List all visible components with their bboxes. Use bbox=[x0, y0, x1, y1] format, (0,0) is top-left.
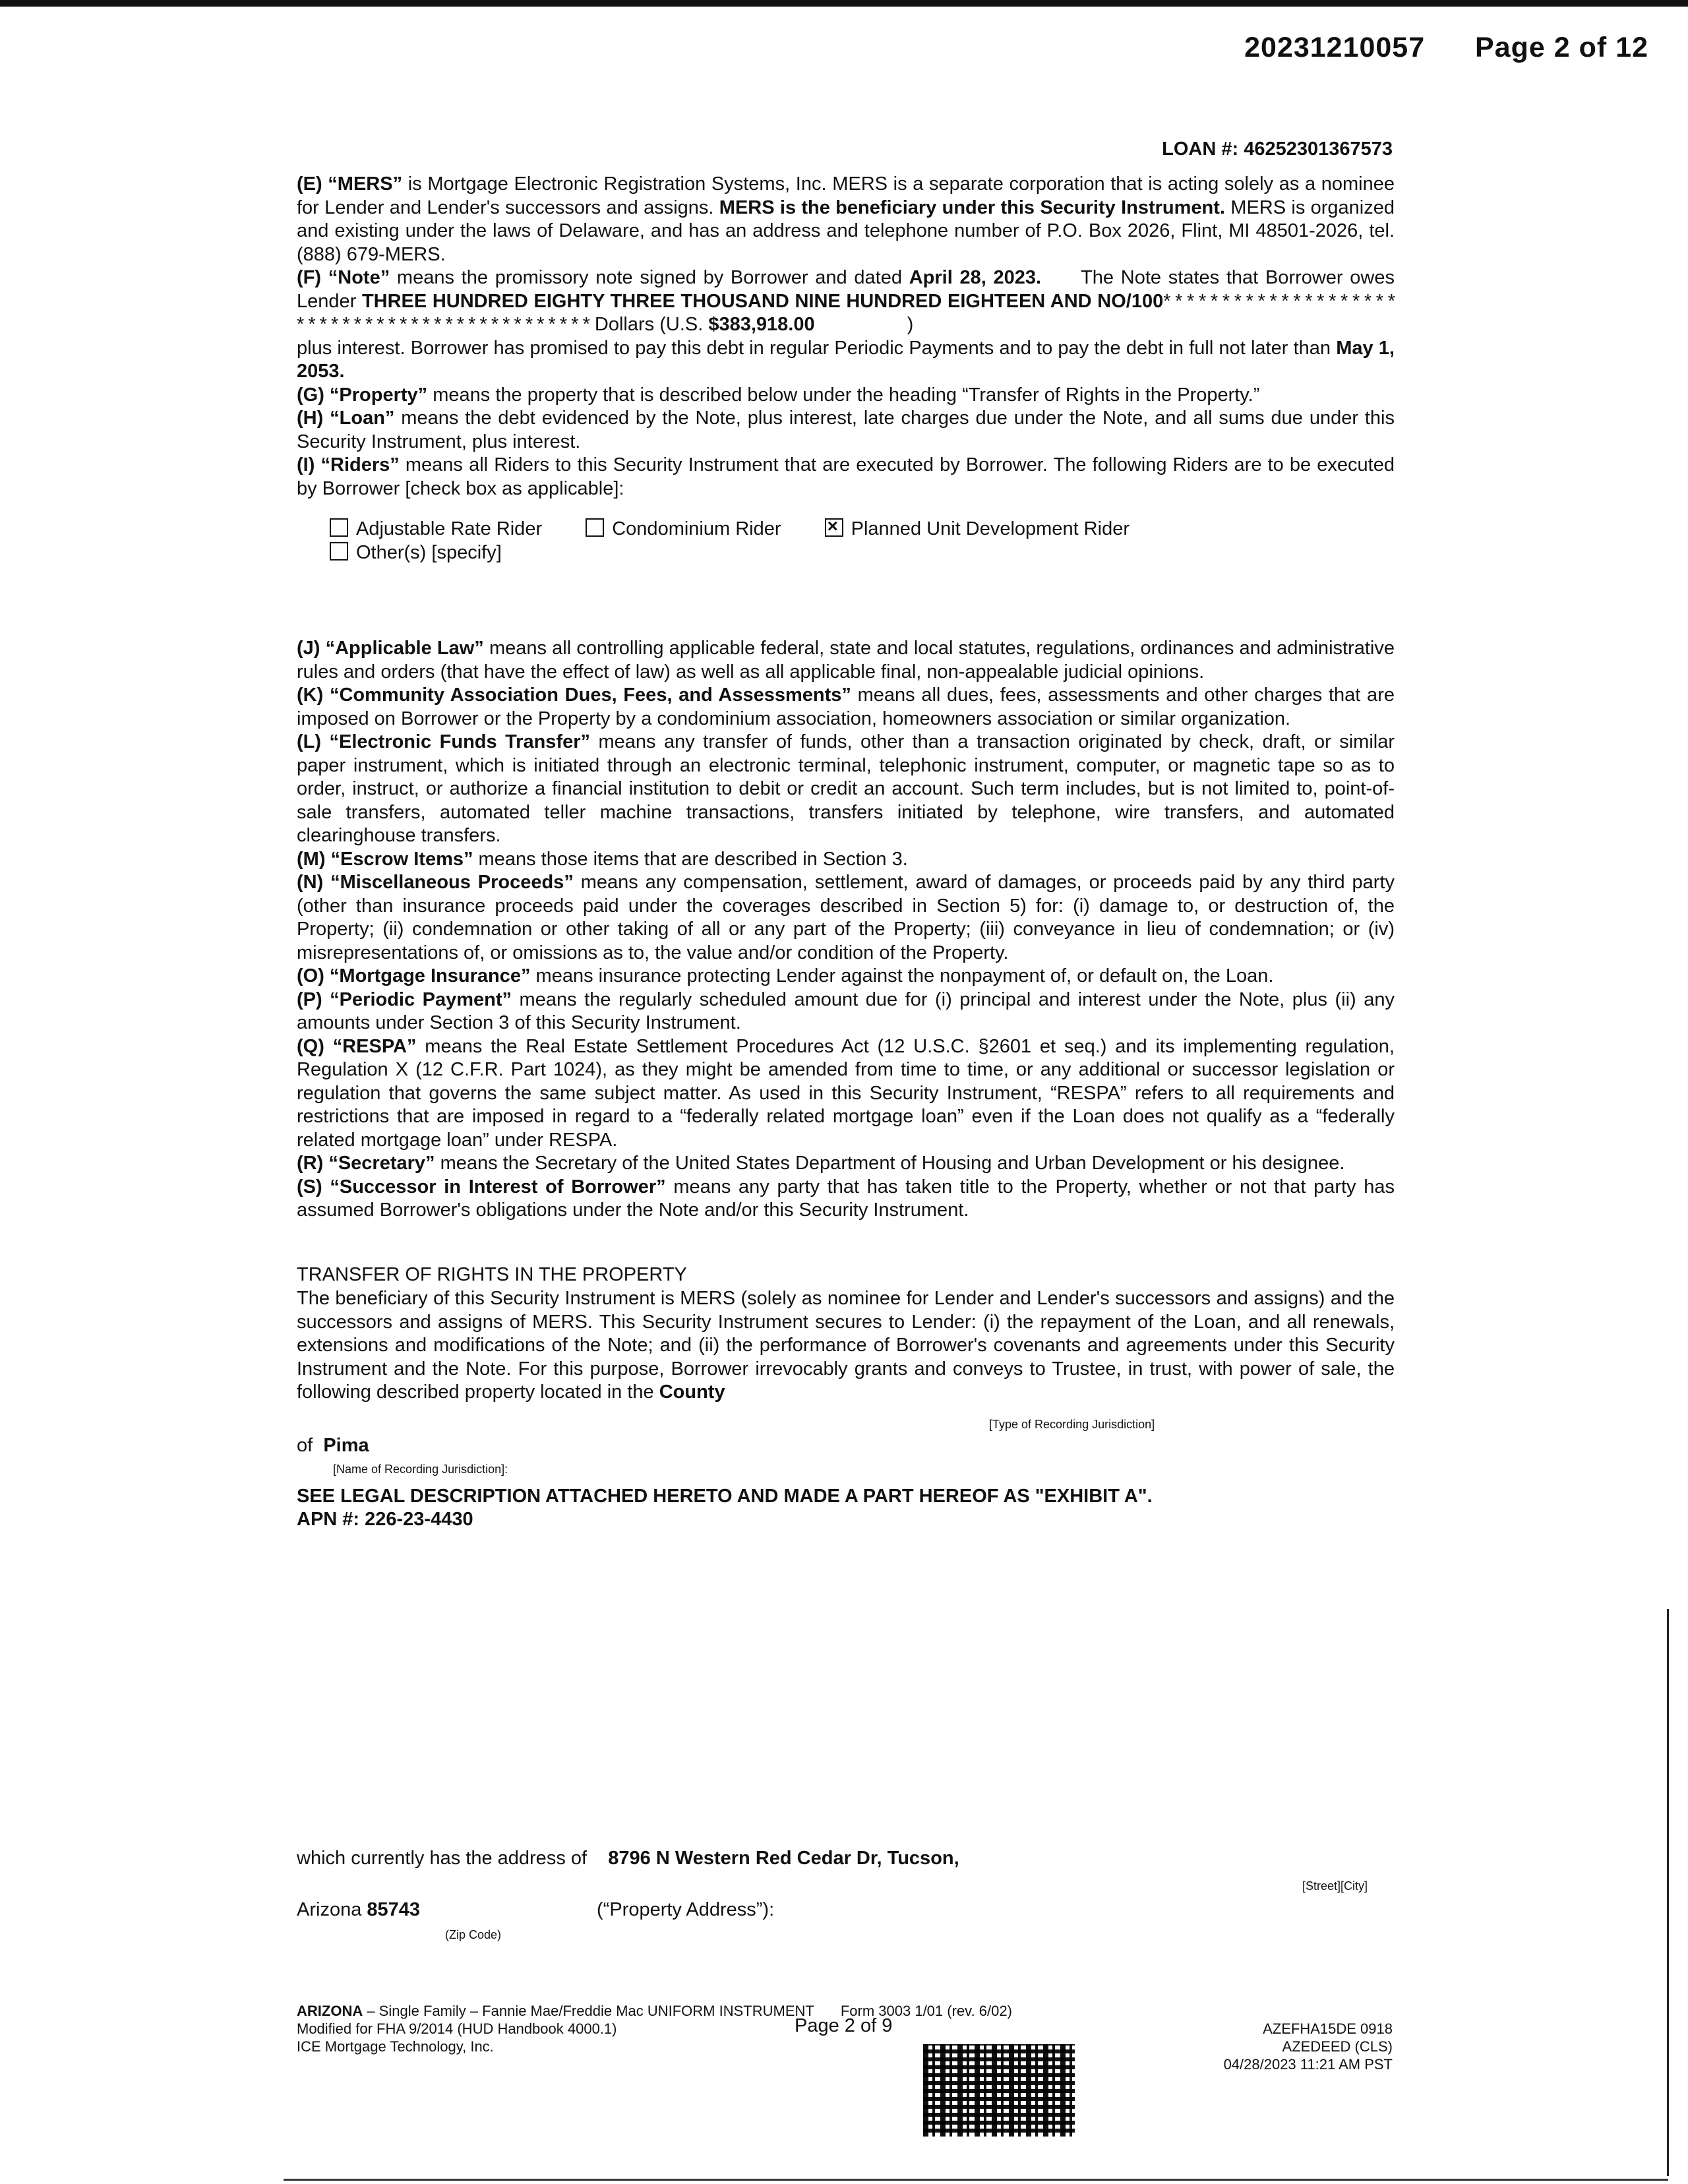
section-g-label: (G) “Property” bbox=[297, 384, 428, 406]
loan-amount: $383,918.00 bbox=[708, 314, 815, 335]
jurisdiction-caption: [Name of Recording Jurisdiction]: bbox=[333, 1463, 508, 1476]
jurisdiction-type-caption: [Type of Recording Jurisdiction] bbox=[989, 1418, 1155, 1431]
document-number: 20231210057 bbox=[1244, 32, 1426, 63]
footer-right bbox=[1224, 2020, 1393, 2073]
section-r-text: means the Secretary of the United States Department of Housing and Urban Development or his designee. bbox=[435, 1153, 1345, 1174]
section-o-label: (O) “Mortgage Insurance” bbox=[297, 965, 531, 986]
jurisdiction-name: Pima bbox=[323, 1435, 369, 1456]
jurisdiction-type: County bbox=[659, 1381, 725, 1403]
section-g-text: means the property that is described below under the heading “Transfer of Rights in the Property.” bbox=[427, 384, 1260, 406]
section-m bbox=[297, 848, 1395, 872]
section-m-label: (M) “Escrow Items” bbox=[297, 848, 473, 870]
section-f-text3: plus interest. Borrower has promised to pay this debt in regular Periodic Payments and to pay the debt in full not later than bbox=[297, 337, 1337, 359]
scan-right-edge bbox=[1667, 1609, 1669, 2176]
section-s-label: (S) “Successor in Interest of Borrower” bbox=[297, 1176, 666, 1198]
transfer-heading: TRANSFER OF RIGHTS IN THE PROPERTY bbox=[297, 1264, 687, 1285]
section-j-text: means all controlling applicable federal, state and local statutes, regulations, ordinances and administrative rules and orders (that have the effect of law) as well as all applicable final, non-appealable judicial opinions. bbox=[297, 638, 1395, 682]
address-lead: which currently has the address of bbox=[297, 1848, 588, 1869]
section-p-label: (P) “Periodic Payment” bbox=[297, 988, 512, 1010]
state-name: Arizona bbox=[297, 1899, 362, 1920]
transfer-paragraph bbox=[297, 1287, 1395, 1405]
street-city-caption: [Street][City] bbox=[1302, 1879, 1368, 1893]
other-riders-checkbox[interactable] bbox=[330, 542, 348, 561]
page-number: Page 2 of 12 bbox=[1475, 32, 1648, 63]
section-e-text2: MERS is organized and existing under the laws of Delaware, and has an address and telephone number of P.O. Box 2026, Flint, MI 48501-2026, tel. (888) 679-MERS. bbox=[297, 197, 1395, 265]
jurisdiction-line bbox=[297, 1435, 369, 1457]
section-n-label: (N) “Miscellaneous Proceeds” bbox=[297, 872, 574, 893]
amount-stars: * * * * * * * * * * * * * * * * * * * * * * * * * * * * * * * * * * * * * * * * * * * * * * bbox=[297, 290, 1395, 335]
footer-line-3: ICE Mortgage Technology, Inc. bbox=[297, 2038, 494, 2055]
section-i-text: means all Riders to this Security Instrument that are executed by Borrower. The following Riders are to be executed by Borrower [check box as applicable]: bbox=[297, 454, 1395, 499]
condominium-label: Condominium Rider bbox=[612, 518, 781, 539]
street-city: 8796 N Western Red Cedar Dr, Tucson, bbox=[608, 1848, 959, 1869]
section-s bbox=[297, 1176, 1395, 1223]
scan-bottom-edge bbox=[284, 2179, 1668, 2181]
footer-instrument: – Single Family – Fannie Mae/Freddie Mac UNIFORM INSTRUMENT bbox=[363, 2003, 814, 2019]
recording-header bbox=[1244, 32, 1648, 64]
section-l-text: means any transfer of funds, other than a transaction originated by check, draft, or similar paper instrument, which is initiated through an electronic terminal, telephonic instrument, computer, or magnetic tape so as to order, instruct, or authorize a financial institution to debit or credit an account. Such term includes, but is not limited to, point-of-sale transfers, automated teller machine transactions, transfers initiated by telephone, wire transfers, and automated clearinghouse transfers. bbox=[297, 731, 1395, 846]
section-e-label: (E) “MERS” bbox=[297, 173, 403, 195]
section-h bbox=[297, 407, 1395, 454]
section-q bbox=[297, 1035, 1395, 1153]
section-j bbox=[297, 637, 1395, 684]
section-q-label: (Q) “RESPA” bbox=[297, 1035, 417, 1057]
barcode-icon bbox=[923, 2044, 1075, 2137]
pud-label: Planned Unit Development Rider bbox=[851, 518, 1130, 539]
section-f bbox=[297, 266, 1395, 337]
adjustable-rate-label: Adjustable Rate Rider bbox=[356, 518, 543, 539]
footer-code-2: AZEDEED (CLS) bbox=[1282, 2038, 1393, 2055]
section-k-label: (K) “Community Association Dues, Fees, and Assessments” bbox=[297, 684, 851, 706]
section-s-text: means any party that has taken title to the Property, whether or not that party has assumed Borrower's obligations under the Note and/or this Security Instrument. bbox=[297, 1176, 1395, 1221]
footer-state: ARIZONA bbox=[297, 2003, 363, 2019]
legal-description-text: SEE LEGAL DESCRIPTION ATTACHED HERETO AND MADE A PART HEREOF AS "EXHIBIT A". bbox=[297, 1486, 1153, 1507]
zip-code: 85743 bbox=[367, 1899, 421, 1920]
other-riders-label: Other(s) [specify] bbox=[356, 542, 502, 563]
section-p-text: means the regularly scheduled amount due for (i) principal and interest under the Note, plus (ii) any amounts under Section 3 of this Security Instrument. bbox=[297, 988, 1395, 1033]
footer-line-2: Modified for FHA 9/2014 (HUD Handbook 4000.1) bbox=[297, 2020, 617, 2037]
section-f-text2: The Note states that Borrower owes Lender bbox=[297, 267, 1395, 312]
section-n bbox=[297, 871, 1395, 965]
note-date: April 28, 2023. bbox=[909, 267, 1042, 288]
condominium-checkbox[interactable] bbox=[586, 518, 604, 537]
section-q-text: means the Real Estate Settlement Procedures Act (12 U.S.C. §2601 et seq.) and its implementing regulation, Regulation X (12 C.F.R. Part 1024), as they might be amended from time to time, or any additional or successor legislation or regulation that governs the same subject matter. As used in this Security Instrument, “RESPA” refers to all requirements and restrictions that are imposed in regard to a “federally related mortgage loan” even if the Loan does not qualify as a “federally related mortgage loan” under RESPA. bbox=[297, 1035, 1395, 1151]
section-n-text: means any compensation, settlement, award of damages, or proceeds paid by any third party (other than insurance proceeds paid under the coverages described in Section 5) for: (i) damage to, or destruction of, the Property; (ii) condemnation or other taking of all or any part of the Property; (iii) conveyance in lieu of condemnation; or (iv) misrepresentations of, or omissions as to, the value and/or condition of the Property. bbox=[297, 872, 1395, 963]
pud-checkbox[interactable] bbox=[825, 518, 843, 537]
section-i-label: (I) “Riders” bbox=[297, 454, 400, 475]
riders-checkboxes bbox=[330, 517, 1130, 564]
of-label: of bbox=[297, 1435, 313, 1456]
section-h-text: means the debt evidenced by the Note, plus interest, late charges due under the Note, and all sums due under this Security Instrument, plus interest. bbox=[297, 408, 1395, 452]
section-o bbox=[297, 965, 1395, 988]
definitions-block-1 bbox=[297, 173, 1395, 501]
footer-form: Form 3003 1/01 (rev. 6/02) bbox=[840, 2003, 1012, 2019]
section-i bbox=[297, 454, 1395, 501]
definitions-block-2 bbox=[297, 637, 1395, 1223]
state-zip-line bbox=[297, 1899, 420, 1921]
section-e bbox=[297, 173, 1395, 266]
section-g bbox=[297, 384, 1395, 408]
footer-line-1 bbox=[297, 2002, 1012, 2020]
section-f-label: (F) “Note” bbox=[297, 267, 390, 288]
section-j-label: (J) “Applicable Law” bbox=[297, 638, 484, 659]
section-f-cont bbox=[297, 337, 1395, 384]
section-m-text: means those items that are described in Section 3. bbox=[473, 848, 908, 870]
scan-top-border bbox=[0, 0, 1688, 7]
section-f-text: means the promissory note signed by Borrower and dated bbox=[390, 267, 909, 288]
maturity-date: May 1, 2053. bbox=[297, 337, 1395, 382]
section-k bbox=[297, 684, 1395, 731]
transfer-text: The beneficiary of this Security Instrument is MERS (solely as nominee for Lender and Lender's successors and assigns) and the successors and assigns of MERS. This Security Instrument secures to Lender: (i) the repayment of the Loan, and all renewals, extensions and modifications of the Note; and (ii) the performance of Borrower's covenants and agreements under this Security Instrument and the Note. For this purpose, Borrower irrevocably grants and conveys to Trustee, in trust, with power of sale, the following described property located in the bbox=[297, 1288, 1395, 1403]
property-address-label: (“Property Address”): bbox=[597, 1899, 775, 1920]
footer-page: Page 2 of 9 bbox=[795, 2015, 893, 2036]
section-r bbox=[297, 1152, 1395, 1176]
loan-number: LOAN #: 46252301367573 bbox=[1162, 138, 1393, 160]
riders-row-2 bbox=[330, 541, 1130, 564]
adjustable-rate-checkbox[interactable] bbox=[330, 518, 348, 537]
section-r-label: (R) “Secretary” bbox=[297, 1153, 435, 1174]
zip-caption: (Zip Code) bbox=[445, 1928, 502, 1941]
amount-words: THREE HUNDRED EIGHTY THREE THOUSAND NINE HUNDRED EIGHTEEN AND NO/100 bbox=[361, 290, 1164, 312]
address-line bbox=[297, 1848, 959, 1869]
apn-number: APN #: 226-23-4430 bbox=[297, 1509, 473, 1530]
dollars-label: Dollars (U.S. bbox=[594, 314, 709, 335]
footer-left bbox=[297, 2002, 1012, 2055]
footer-code-3: 04/28/2023 11:21 AM PST bbox=[1223, 2056, 1393, 2073]
section-l-label: (L) “Electronic Funds Transfer” bbox=[297, 731, 591, 752]
section-k-text: means all dues, fees, assessments and other charges that are imposed on Borrower or the Property by a condominium association, homeowners association or similar organization. bbox=[297, 684, 1395, 729]
section-h-label: (H) “Loan” bbox=[297, 408, 395, 429]
amount-close-paren: ) bbox=[907, 314, 914, 335]
legal-description bbox=[297, 1485, 1153, 1531]
section-p bbox=[297, 988, 1395, 1035]
footer-code-1: AZEFHA15DE 0918 bbox=[1263, 2020, 1393, 2037]
riders-row-1 bbox=[330, 517, 1130, 541]
section-l bbox=[297, 731, 1395, 848]
section-e-text: is Mortgage Electronic Registration Systems, Inc. MERS is a separate corporation that is acting solely as a nominee for Lender and Lender's successors and assigns. bbox=[297, 173, 1395, 218]
section-e-bold: MERS is the beneficiary under this Security Instrument. bbox=[719, 197, 1225, 218]
section-o-text: means insurance protecting Lender against the nonpayment of, or default on, the Loan. bbox=[530, 965, 1274, 986]
